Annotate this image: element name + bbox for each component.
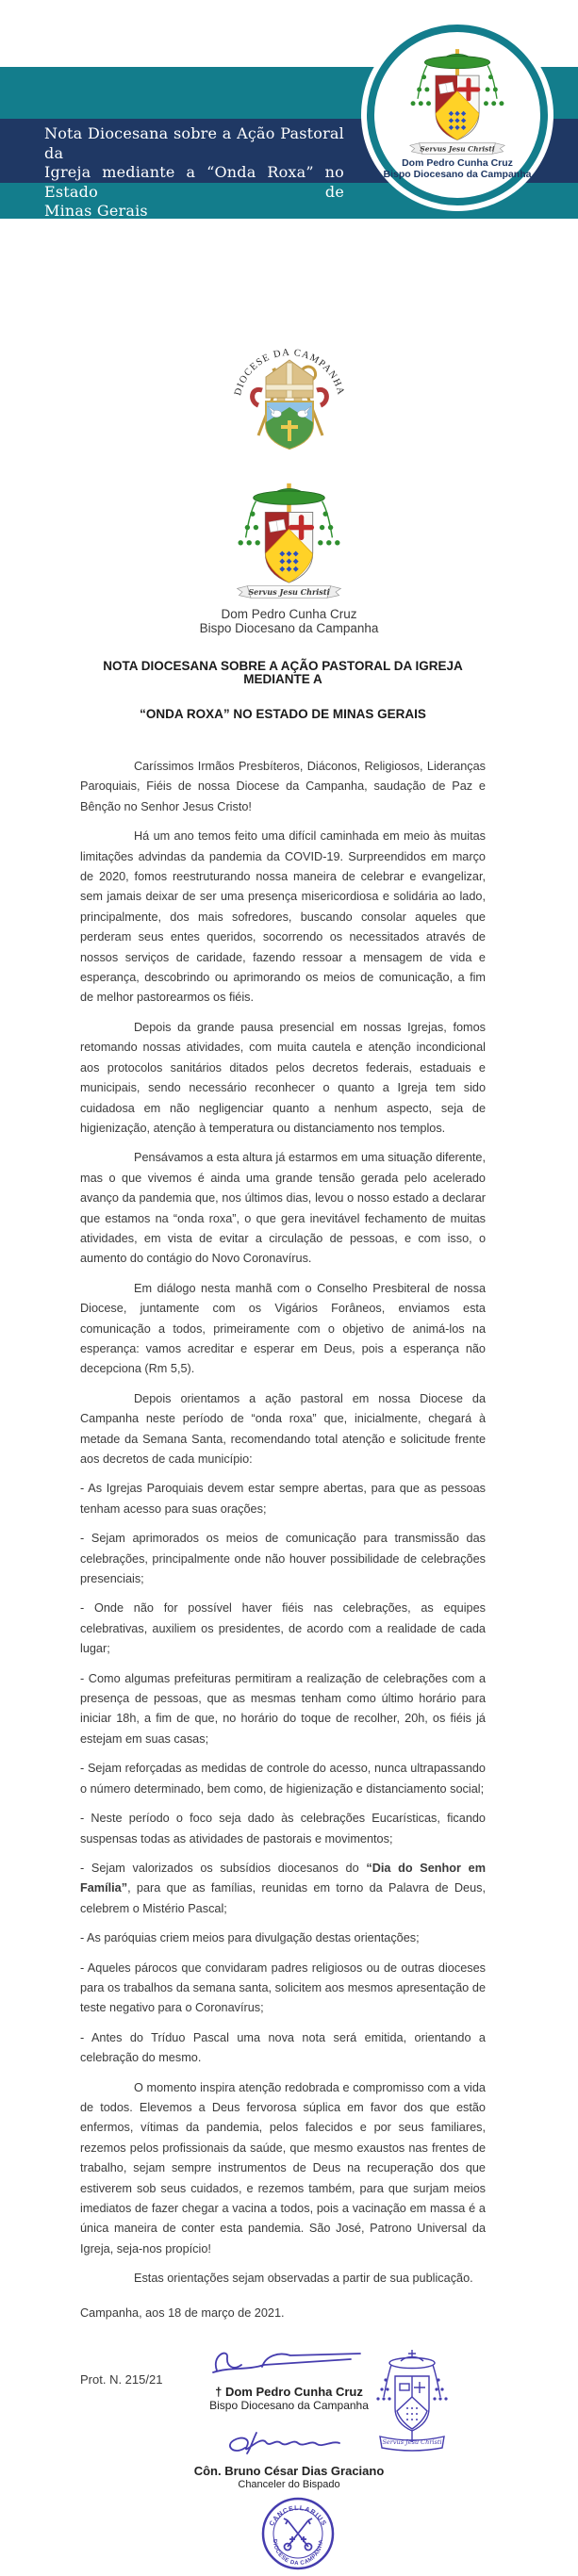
- header-title-line: Nota Diocesana sobre a Ação Pastoral da: [44, 124, 344, 162]
- document-title-line-1: NOTA DIOCESANA SOBRE A AÇÃO PASTORAL DA IGREJA MEDIANTE A: [103, 659, 463, 686]
- bishop-badge: [367, 25, 548, 205]
- badge-bishop-role: Bispo Diocesano da Campanha: [383, 169, 532, 180]
- document-title-line-2: “ONDA ROXA” NO ESTADO DE MINAS GERAIS: [140, 707, 426, 721]
- header-title: [44, 124, 344, 222]
- guideline-item: - Aqueles párocos que convidaram padres religiosos ou de outras dioceses para os trabalhos da semana santa, solicitem aos mesmos apresentação de teste negativo para o Coronavírus;: [80, 1961, 486, 2015]
- bishop-arms-stamp-icon: [363, 2348, 462, 2463]
- svg-text:Servus Jesu Christi: Servus Jesu Christi: [382, 2437, 442, 2446]
- svg-text:CANCELLARIUS: CANCELLARIUS: [268, 2504, 327, 2528]
- bishop-signature-icon: [209, 2348, 370, 2380]
- guideline-item: - Sejam reforçadas as medidas de controle do acesso, nunca ultrapassando o número determinado, bem como, de higienização e distanciamento social;: [80, 1762, 486, 1796]
- guideline-item: - Sejam valorizados os subsídios diocesanos do “Dia do Senhor em Família”, para que as famílias, reunidas em torno da Palavra de Deus, celebrem o Mistério Pascal;: [80, 1861, 486, 1915]
- svg-text:DIOCESE DA CAMPANHA: DIOCESE DA CAMPANHA: [232, 347, 346, 397]
- protocol-number: Prot. N. 215/21: [80, 2372, 163, 2387]
- guideline-item: - Onde não for possível haver fiéis nas celebrações, as equipes celebrativas, auxiliem os presidentes, de acordo com a realidade de cada lugar;: [80, 1601, 486, 1656]
- svg-text:DIOCESE DA CAMPANHA: DIOCESE DA CAMPANHA: [271, 2538, 324, 2567]
- paragraph: Estas orientações sejam observadas a partir de sua publicação.: [134, 2272, 473, 2286]
- paragraph: Em diálogo nesta manhã com o Conselho Presbiteral de nossa Diocese, juntamente com os Vigários Forâneos, enviamos esta comunicação a todos, primeiramente com o objetivo de animá-los na esperança: vamos acreditar e esperar em Deus, pois a esperança não decepciona (Rm 5,5).: [80, 1281, 486, 1376]
- document-body: [80, 757, 486, 2320]
- chancellor-seal-icon: [260, 2496, 336, 2571]
- paragraph: O momento inspira atenção redobrada e compromisso com a vida de todos. Elevemos a Deus fervorosa súplica em favor dos que estão enfermos, vítimas da pandemia, pelos falecidos e por seus familiares, rezemos pelos profissionais da saúde, que mesmo exaustos nas frentes de trabalho, sejam sempre instrumentos de Deus na recuperação dos que estiverem sob seus cuidados, e rezemos também, para que surjam meios imediatos de fazer chegar a vacina a todos, pois a vacinação em massa é a única maneira de conter esta pandemia. São José, Patrono Universal da Igreja, seja-nos propício!: [80, 2080, 486, 2256]
- badge-bishop-name: Dom Pedro Cunha Cruz: [402, 157, 513, 169]
- header-title-line: Igreja mediante a “Onda Roxa” no Estado de: [44, 163, 344, 201]
- signature-bishop-role: Bispo Diocesano da Campanha: [209, 2398, 369, 2412]
- bishop-coat-of-arms-icon: [217, 473, 361, 600]
- signature-bishop-name: † Dom Pedro Cunha Cruz: [215, 2384, 363, 2399]
- diocese-crest-icon: [209, 332, 370, 451]
- bishop-role: Bispo Diocesano da Campanha: [199, 621, 379, 635]
- bishop-arms-block: [0, 473, 578, 635]
- guideline-item: - Antes do Tríduo Pascal uma nova nota será emitida, orientando a celebração do mesmo.: [80, 2030, 486, 2065]
- guideline-item: - As Igrejas Paroquiais devem estar sempre abertas, para que as pessoas tenham acesso para suas orações;: [80, 1482, 486, 1516]
- paragraph: Há um ano temos feito uma difícil caminhada em meio às muitas limitações advindas da pandemia da COVID-19. Surpreendidos em março de 2020, fomos reestruturando nossa maneira de celebrar e evangelizar, sem jamais deixar de ser uma presença misericordiosa e solidária ao lado, principalmente, dos mais sofredores, buscando consolar aqueles que perderam seus entes queridos, socorrendo os necessitados através de nossos serviços de caridade, fazendo ressoar a mensagem de vida e esperança, descobrindo ou aprimorando os meios de comunicação, a fim de melhor pastorearmos os fiéis.: [80, 829, 486, 1005]
- paragraph: Pensávamos a esta altura já estarmos em uma situação diferente, mas o que vivemos é ainda uma grande tensão gerada pelo acelerado avanço da pandemia que, nos últimos dias, levou o nosso estado a declarar que estamos na “onda roxa”, o que gera inevitável fechamento de muitas atividades, em vista de evitar a circulação de pessoas, e com isso, o aumento do contágio do Novo Coronavírus.: [80, 1151, 486, 1266]
- signature-chancellor-role: Chanceler do Bispado: [238, 2478, 340, 2490]
- bishop-name: Dom Pedro Cunha Cruz: [221, 607, 357, 621]
- guideline-item: - Neste período o foco seja dado às celebrações Eucarísticas, ficando suspensas todas as atividades de pastorais e movimentos;: [80, 1812, 486, 1846]
- bishop-coat-of-arms-icon: [391, 40, 523, 156]
- document-title: [80, 660, 486, 721]
- chancellor-signature-icon: [219, 2427, 360, 2459]
- guideline-item: - Como algumas prefeituras permitiram a realização de celebrações com a presença de pessoas, que as mesmas tenham como último horário para iniciar 18h, a fim de que, no horário do toque de recolher, 20h, os fiéis já estejam em suas casas;: [80, 1671, 486, 1746]
- paragraph: Caríssimos Irmãos Presbíteros, Diáconos, Religiosos, Lideranças Paroquiais, Fiéis de nossa Diocese da Campanha, saudação de Paz e Bênção no Senhor Jesus Cristo!: [80, 760, 486, 813]
- guideline-item: - As paróquias criem meios para divulgação destas orientações;: [80, 1931, 420, 1945]
- paragraph: Depois da grande pausa presencial em nossas Igrejas, fomos retomando nossas atividades, com muita cautela e atenção incondicional aos protocolos sanitários ditados pelos decretos federais, estaduais e municipais, sendo necessário reconhecer o quanto a Igreja tem sido cuidadosa em não negligenciar quanto a nenhum aspecto, seja de higienização, atenção à temperatura ou distanciamento nos templos.: [80, 1020, 486, 1135]
- paragraph: Depois orientamos a ação pastoral em nossa Diocese da Campanha neste período de “onda roxa” que, inicialmente, chegará à metade da Semana Santa, recomendando total atenção e solicitude frente aos decretos de cada município:: [80, 1391, 486, 1466]
- guideline-item: - Sejam aprimorados os meios de comunicação para transmissão das celebrações, principalmente onde não houver possibilidade de celebrações presenciais;: [80, 1532, 486, 1586]
- header-title-line: Minas Gerais: [44, 202, 148, 220]
- signature-chancellor-name: Côn. Bruno César Dias Graciano: [193, 2463, 385, 2478]
- header-banner: [0, 0, 578, 219]
- date-line: Campanha, aos 18 de março de 2021.: [80, 2305, 285, 2320]
